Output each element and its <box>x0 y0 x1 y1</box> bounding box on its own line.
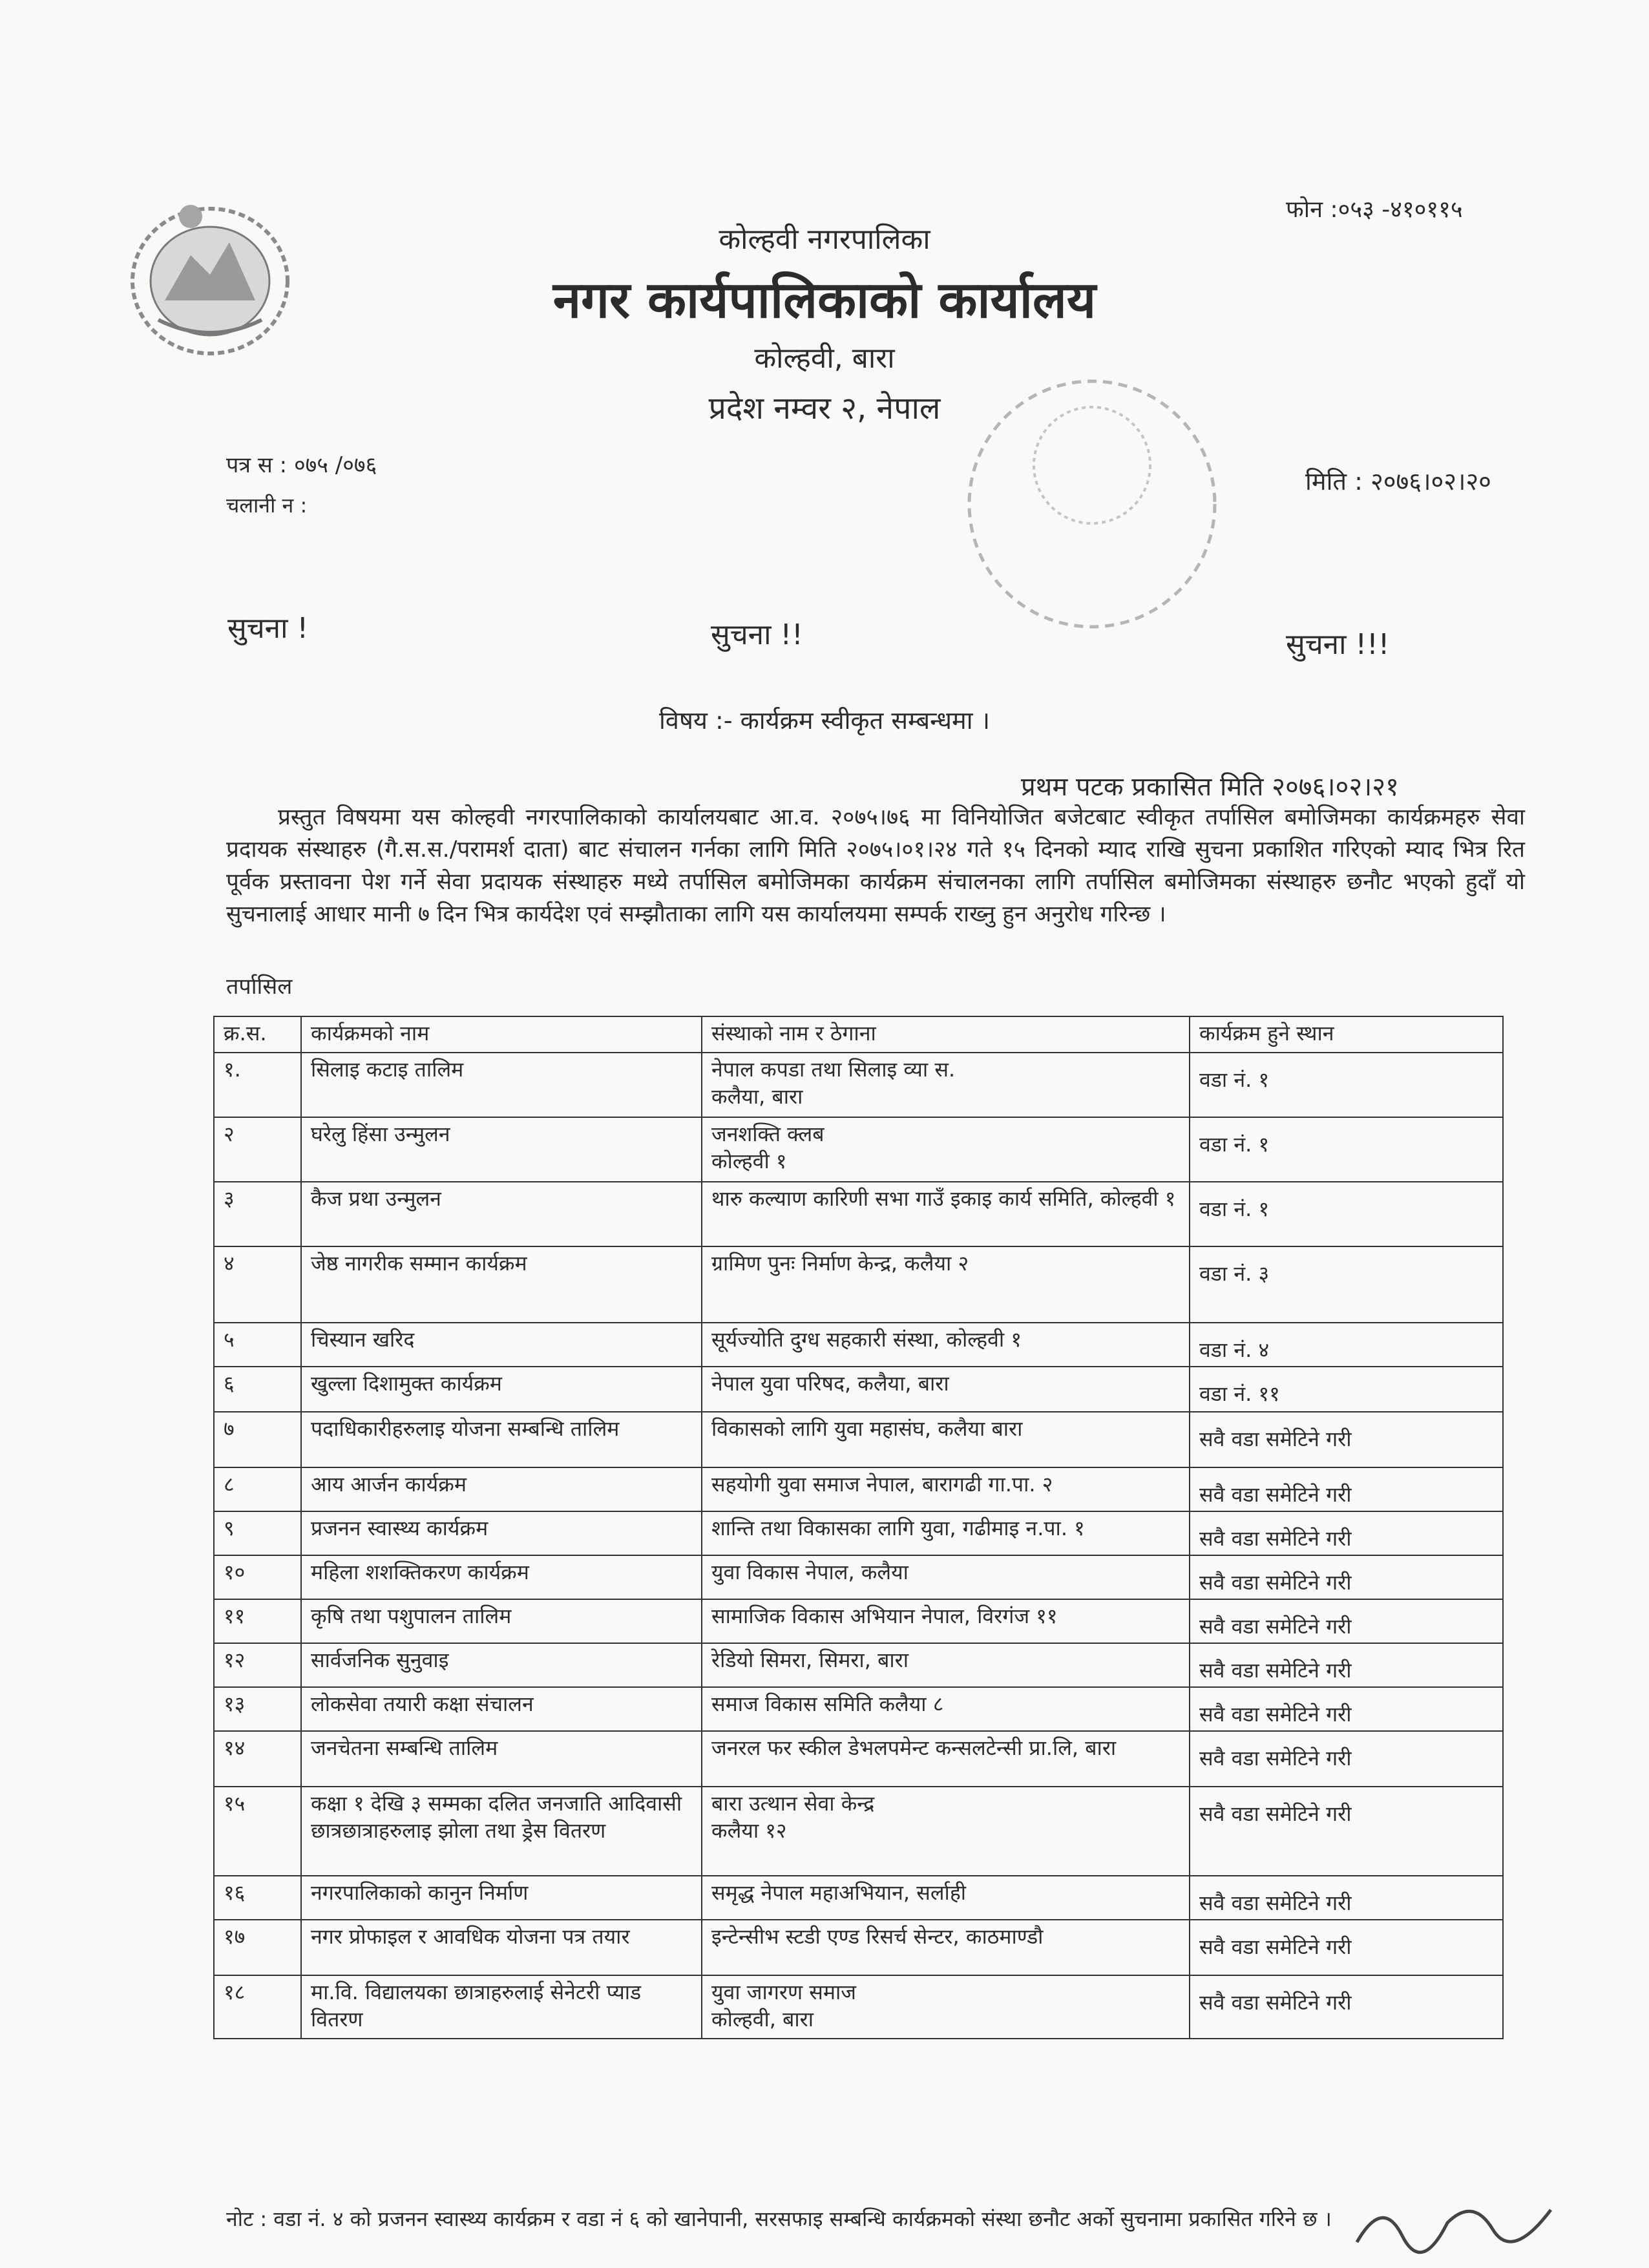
signature-icon <box>1344 2184 1577 2255</box>
program-location-cell: वडा नं. १ <box>1190 1117 1503 1182</box>
serial-number-cell: ३ <box>214 1182 301 1246</box>
column-header: संस्थाको नाम र ठेगाना <box>702 1016 1190 1053</box>
program-location-cell: सवै वडा समेटिने गरी <box>1190 1643 1503 1687</box>
dispatch-number: चलानी न : <box>226 493 308 518</box>
table-row <box>214 1467 1503 1511</box>
organization-cell: सहयोगी युवा समाज नेपाल, बारागढी गा.पा. २ <box>702 1467 1190 1511</box>
program-name-cell: जेष्ठ नागरीक सम्मान कार्यक्रम <box>301 1246 702 1323</box>
letter-date: मिति : २०७६।०२।२० <box>1305 467 1491 496</box>
program-location-cell: सवै वडा समेटिने गरी <box>1190 1687 1503 1731</box>
program-name-cell: मा.वि. विद्यालयका छात्राहरुलाई सेनेटरी प्याड वितरण <box>301 1975 702 2039</box>
table-row <box>214 1511 1503 1555</box>
table-body <box>214 1053 1503 2039</box>
office-title: नगर कार्यपालिकाको कार्यालय <box>552 271 1097 330</box>
organization-cell: नेपाल कपडा तथा सिलाइ व्या स. कलैया, बारा <box>702 1053 1190 1117</box>
serial-number-cell: ८ <box>214 1467 301 1511</box>
first-published-date: प्रथम पटक प्रकासित मिति २०७६।०२।२१ <box>1021 772 1399 802</box>
program-location-cell: सवै वडा समेटिने गरी <box>1190 1787 1503 1876</box>
program-name-cell: आय आर्जन कार्यक्रम <box>301 1467 702 1511</box>
program-location-cell: सवै वडा समेटिने गरी <box>1190 1412 1503 1467</box>
serial-number-cell: १२ <box>214 1643 301 1687</box>
organization-cell: रेडियो सिमरा, सिमरा, बारा <box>702 1643 1190 1687</box>
organization-cell: नेपाल युवा परिषद, कलैया, बारा <box>702 1367 1190 1412</box>
program-location-cell: सवै वडा समेटिने गरी <box>1190 1511 1503 1555</box>
program-schedule-table <box>213 1016 1504 2039</box>
table-row <box>214 1787 1503 1876</box>
footnote: नोट : वडा नं. ४ को प्रजनन स्वास्थ्य कार्यक्रम र वडा नं ६ को खानेपानी, सरसफाइ सम्बन्धि कार्यक्रमको संस्था छनौट अर्को सुचनामा प्रकासित गरिने छ । <box>226 2207 1332 2231</box>
serial-number-cell: १५ <box>214 1787 301 1876</box>
program-name-cell: सार्वजनिक सुनुवाइ <box>301 1643 702 1687</box>
program-location-cell: सवै वडा समेटिने गरी <box>1190 1975 1503 2039</box>
reference-number: पत्र स : ०७५ /०७६ <box>226 452 377 478</box>
serial-number-cell: ९ <box>214 1511 301 1555</box>
table-row <box>214 1643 1503 1687</box>
organization-cell: विकासको लागि युवा महासंघ, कलैया बारा <box>702 1412 1190 1467</box>
table-row <box>214 1731 1503 1787</box>
program-location-cell: वडा नं. ४ <box>1190 1323 1503 1367</box>
serial-number-cell: १. <box>214 1053 301 1117</box>
schedule-label: तर्पासिल <box>226 974 293 1000</box>
table-row <box>214 1323 1503 1367</box>
serial-number-cell: ११ <box>214 1599 301 1643</box>
program-location-cell: वडा नं. ११ <box>1190 1367 1503 1412</box>
organization-cell: जनरल फर स्कील डेभलपमेन्ट कन्सलटेन्सी प्रा.लि, बारा <box>702 1731 1190 1787</box>
organization-cell: ग्रामिण पुनः निर्माण केन्द्र, कलैया २ <box>702 1246 1190 1323</box>
organization-cell: जनशक्ति क्लब कोल्हवी १ <box>702 1117 1190 1182</box>
program-location-cell: वडा नं. १ <box>1190 1053 1503 1117</box>
organization-cell: इन्टेन्सीभ स्टडी एण्ड रिसर्च सेन्टर, काठमाण्डौ <box>702 1920 1190 1975</box>
organization-cell: युवा जागरण समाज कोल्हवी, बारा <box>702 1975 1190 2039</box>
serial-number-cell: ४ <box>214 1246 301 1323</box>
program-location-cell: वडा नं. १ <box>1190 1182 1503 1246</box>
organization-cell: समृद्ध नेपाल महाअभियान, सर्लाही <box>702 1876 1190 1920</box>
notice-heading-1: सुचना ! <box>227 612 309 645</box>
table-row <box>214 1367 1503 1412</box>
column-header: कार्यक्रमको नाम <box>301 1016 702 1053</box>
program-location-cell: सवै वडा समेटिने गरी <box>1190 1467 1503 1511</box>
letter-body: प्रस्तुत विषयमा यस कोल्हवी नगरपालिकाको कार्यालयबाट आ.व. २०७५।७६ मा विनियोजित बजेटबाट स्वीकृत तर्पासिल बमोजिमका कार्यक्रमहरु सेवा प्रदायक संस्थाहरु (गै.स.स./परामर्श दाता) बाट संचालन गर्नका लागि मिति २०७५।०१।२४ गते १५ दिनको म्याद राखि सुचना प्रकाशित गरिएको म्याद भित्र रित पूर्वक प्रस्तावना पेश गर्ने सेवा प्रदायक संस्थाहरु मध्ये तर्पासिल बमोजिमका कार्यक्रम संचालनका लागि तर्पासिल बमोजिमका संस्थाहरु छनौट भएको हुदाँ यो सुचनालाई आधार मानी ७ दिन भित्र कार्यदेश एवं सम्झौताका लागि यस कार्यालयमा सम्पर्क राख्नु हुन अनुरोध गरिन्छ । <box>226 804 1525 927</box>
serial-number-cell: १७ <box>214 1920 301 1975</box>
program-name-cell: कैज प्रथा उन्मुलन <box>301 1182 702 1246</box>
program-name-cell: खुल्ला दिशामुक्त कार्यक्रम <box>301 1367 702 1412</box>
table-header-row <box>214 1016 1503 1053</box>
program-name-cell: नगरपालिकाको कानुन निर्माण <box>301 1876 702 1920</box>
program-name-cell: नगर प्रोफाइल र आवधिक योजना पत्र तयार <box>301 1920 702 1975</box>
serial-number-cell: १३ <box>214 1687 301 1731</box>
notice-heading-2: सुचना !! <box>711 618 803 651</box>
office-province: प्रदेश नम्वर २, नेपाल <box>708 390 941 426</box>
table-row <box>214 1876 1503 1920</box>
program-location-cell: सवै वडा समेटिने गरी <box>1190 1599 1503 1643</box>
program-location-cell: सवै वडा समेटिने गरी <box>1190 1876 1503 1920</box>
serial-number-cell: ५ <box>214 1323 301 1367</box>
table-row <box>214 1555 1503 1599</box>
program-name-cell: चिस्यान खरिद <box>301 1323 702 1367</box>
notice-heading-3: सुचना !!! <box>1286 628 1390 661</box>
table-row <box>214 1117 1503 1182</box>
serial-number-cell: १० <box>214 1555 301 1599</box>
serial-number-cell: २ <box>214 1117 301 1182</box>
table-row <box>214 1246 1503 1323</box>
serial-number-cell: १६ <box>214 1876 301 1920</box>
program-location-cell: वडा नं. ३ <box>1190 1246 1503 1323</box>
program-name-cell: महिला शशक्तिकरण कार्यक्रम <box>301 1555 702 1599</box>
program-name-cell: कक्षा १ देखि ३ सम्मका दलित जनजाति आदिवासी छात्रछात्राहरुलाइ झोला तथा ड्रेस वितरण <box>301 1787 702 1876</box>
program-name-cell: जनचेतना सम्बन्धि तालिम <box>301 1731 702 1787</box>
program-location-cell: सवै वडा समेटिने गरी <box>1190 1920 1503 1975</box>
program-name-cell: सिलाइ कटाइ तालिम <box>301 1053 702 1117</box>
organization-cell: थारु कल्याण कारिणी सभा गाउँ इकाइ कार्य समिति, कोल्हवी १ <box>702 1182 1190 1246</box>
organization-cell: शान्ति तथा विकासका लागि युवा, गढीमाइ न.पा. १ <box>702 1511 1190 1555</box>
table-row <box>214 1053 1503 1117</box>
table-row <box>214 1412 1503 1467</box>
office-city: कोल्हवी, बारा <box>754 342 895 375</box>
serial-number-cell: १४ <box>214 1731 301 1787</box>
organization-cell: बारा उत्थान सेवा केन्द्र कलैया १२ <box>702 1787 1190 1876</box>
letter-subject: विषय :- कार्यक्रम स्वीकृत सम्बन्धमा । <box>658 706 991 735</box>
program-name-cell: प्रजनन स्वास्थ्य कार्यक्रम <box>301 1511 702 1555</box>
organization-cell: सामाजिक विकास अभियान नेपाल, विरगंज ११ <box>702 1599 1190 1643</box>
table-row <box>214 1975 1503 2039</box>
column-header: कार्यक्रम हुने स्थान <box>1190 1016 1503 1053</box>
table-row <box>214 1182 1503 1246</box>
table-row <box>214 1599 1503 1643</box>
serial-number-cell: ७ <box>214 1412 301 1467</box>
serial-number-cell: ६ <box>214 1367 301 1412</box>
organization-cell: युवा विकास नेपाल, कलैया <box>702 1555 1190 1599</box>
program-name-cell: पदाधिकारीहरुलाइ योजना सम्बन्धि तालिम <box>301 1412 702 1467</box>
table-row <box>214 1920 1503 1975</box>
program-name-cell: लोकसेवा तयारी कक्षा संचालन <box>301 1687 702 1731</box>
program-location-cell: सवै वडा समेटिने गरी <box>1190 1555 1503 1599</box>
table-row <box>214 1687 1503 1731</box>
phone-number: फोन :०५३ -४१०११५ <box>1286 196 1463 223</box>
organization-cell: समाज विकास समिति कलैया ८ <box>702 1687 1190 1731</box>
program-location-cell: सवै वडा समेटिने गरी <box>1190 1731 1503 1787</box>
municipality-name: कोल्हवी नगरपालिका <box>719 223 930 256</box>
organization-cell: सूर्यज्योति दुग्ध सहकारी संस्था, कोल्हवी १ <box>702 1323 1190 1367</box>
program-name-cell: कृषि तथा पशुपालन तालिम <box>301 1599 702 1643</box>
column-header: क्र.स. <box>214 1016 301 1053</box>
serial-number-cell: १८ <box>214 1975 301 2039</box>
program-name-cell: घरेलु हिंसा उन्मुलन <box>301 1117 702 1182</box>
